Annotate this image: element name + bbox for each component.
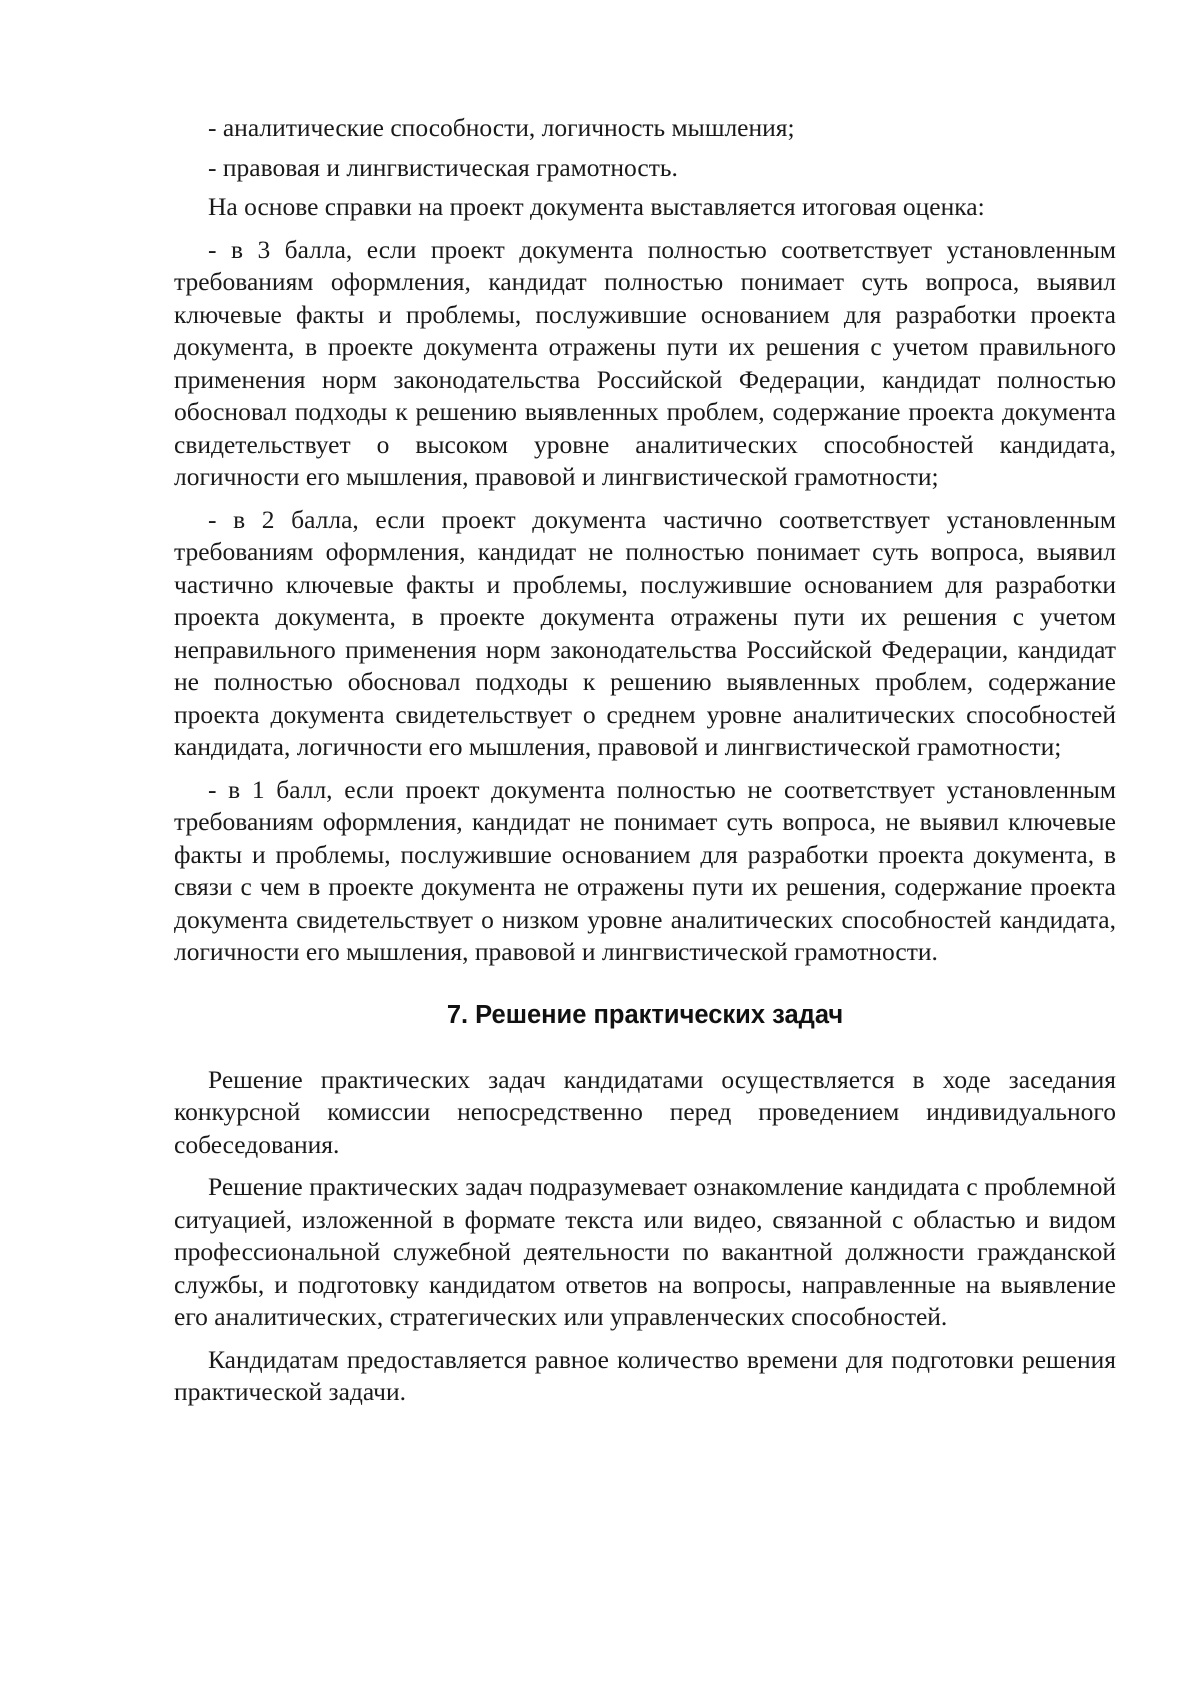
paragraph-score-2: - в 2 балла, если проект документа частично соответствует установленным требованиям оформления, кандидат не полностью понимает суть вопроса, выявил частично ключевые факты и проблемы, послужившие основанием для разработки проекта документа, в проекте документа отражены пути их решения с учетом неправильного применения норм законодательства Российской Федерации, кандидат не полностью обосновал подходы к решению выявленных проблем, содержание проекта документа свидетельствует о среднем уровне аналитических способностей кандидата, логичности его мышления, правовой и лингвистической грамотности; — [174, 504, 1116, 761]
section-heading: 7. Решение практических задач — [446, 1000, 844, 1029]
paragraph-practical-tasks-time: Кандидатам предоставляется равное количество времени для подготовки решения практической задачи. — [174, 1344, 1116, 1406]
paragraph-score-1: - в 1 балл, если проект документа полностью не соответствует установленным требованиям оформления, кандидат не понимает суть вопроса, не выявил ключевые факты и проблемы, послужившие основанием для разработки проекта документа, в связи с чем в проекте документа не отражены пути их решения, содержание проекта документа свидетельствует о низком уровне аналитических способностей кандидата, логичности его мышления, правовой и лингвистической грамотности. — [174, 774, 1116, 966]
paragraph-practical-tasks-timing: Решение практических задач кандидатами осуществляется в ходе заседания конкурсной комиссии непосредственно перед проведением индивидуального собеседования. — [174, 1064, 1116, 1159]
list-item-legal-literacy: - правовая и лингвистическая грамотность. — [208, 152, 678, 182]
document-body — [174, 112, 1116, 1419]
paragraph-practical-tasks-description: Решение практических задач подразумевает ознакомление кандидата с проблемной ситуацией, изложенной в формате текста или видео, связанной с областью и видом профессиональной служебной деятельности по вакантной должности гражданской службы, и подготовку кандидатом ответов на вопросы, направленные на выявление его аналитических, стратегических или управленческих способностей. — [174, 1172, 1116, 1331]
list-item-analytical-abilities: - аналитические способности, логичность мышления; — [208, 113, 795, 142]
paragraph-score-3: - в 3 балла, если проект документа полностью соответствует установленным требованиям оформления, кандидат полностью понимает суть вопроса, выявил ключевые факты и проблемы, послужившие основанием для разработки проекта документа, в проекте документа отражены пути их решения с учетом правильного применения норм законодательства Российской Федерации, кандидат полностью обосновал подходы к решению выявленных проблем, содержание проекта документа свидетельствует о высоком уровне аналитических способностей кандидата, логичности его мышления, правовой и лингвистической грамотности; — [174, 234, 1116, 491]
paragraph-final-score-intro: На основе справки на проект документа выставляется итоговая оценка: — [208, 192, 985, 221]
